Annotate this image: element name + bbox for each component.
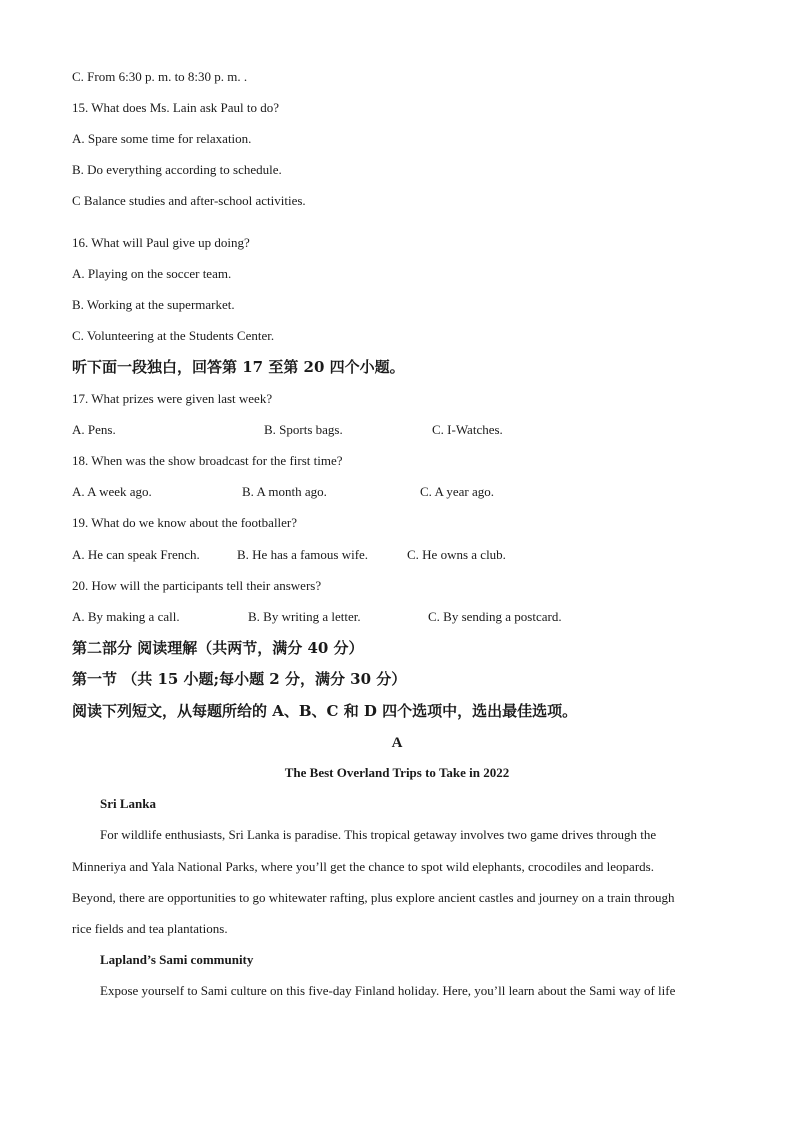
passage-title: The Best Overland Trips to Take in 2022 bbox=[284, 765, 510, 780]
q17-option-c: C. I-Watches. bbox=[432, 422, 503, 437]
q16-question: 16. What will Paul give up doing? bbox=[72, 235, 250, 250]
sri-lanka-line-4: rice fields and tea plantations. bbox=[72, 921, 228, 936]
sri-lanka-line-3: Beyond, there are opportunities to go whitewater rafting, plus explore ancient castles and journey on a train through bbox=[72, 890, 675, 905]
q20-option-a: A. By making a call. bbox=[72, 609, 180, 624]
q15-option-c: C Balance studies and after-school activities. bbox=[72, 193, 306, 208]
lapland-line-1: Expose yourself to Sami culture on this five-day Finland holiday. Here, you’ll learn about the Sami way of life bbox=[100, 983, 676, 998]
q19-option-c: C. He owns a club. bbox=[407, 547, 506, 562]
q18-option-b: B. A month ago. bbox=[242, 484, 327, 499]
q16-option-c: C. Volunteering at the Students Center. bbox=[72, 328, 275, 343]
q18-option-a: A. A week ago. bbox=[72, 484, 152, 499]
q17-option-a: A. Pens. bbox=[72, 422, 116, 437]
q15-question: 15. What does Ms. Lain ask Paul to do? bbox=[72, 100, 280, 115]
q19-option-b: B. He has a famous wife. bbox=[237, 547, 369, 562]
section-monologue-heading: 听下面一段独白，回答第 17 至第 20 四个小题。 bbox=[72, 358, 405, 376]
q20-option-b: B. By writing a letter. bbox=[248, 609, 361, 624]
passage-letter: A bbox=[391, 735, 403, 751]
sri-lanka-line-2: Minneriya and Yala National Parks, where you’ll get the chance to spot wild elephants, crocodiles and leopards. bbox=[72, 859, 654, 874]
q19-question: 19. What do we know about the footballer? bbox=[72, 515, 298, 530]
section-one-heading: 第一节 （共 15 小题;每小题 2 分，满分 30 分） bbox=[72, 670, 407, 688]
q16-option-a: A. Playing on the soccer team. bbox=[72, 266, 232, 281]
part-two-heading: 第二部分 阅读理解（共两节，满分 40 分） bbox=[72, 639, 364, 657]
q18-option-c: C. A year ago. bbox=[420, 484, 495, 499]
q17-question: 17. What prizes were given last week? bbox=[72, 391, 273, 406]
q15-option-b: B. Do everything according to schedule. bbox=[72, 162, 282, 177]
instructions-heading: 阅读下列短文，从每题所给的 A、B、C 和 D 四个选项中，选出最佳选项。 bbox=[72, 702, 578, 720]
q20-question: 20. How will the participants tell their answers? bbox=[72, 578, 322, 593]
q18-question: 18. When was the show broadcast for the first time? bbox=[72, 453, 343, 468]
sri-lanka-heading: Sri Lanka bbox=[100, 796, 156, 811]
q20-option-c: C. By sending a postcard. bbox=[428, 609, 562, 624]
q19-option-a: A. He can speak French. bbox=[72, 547, 200, 562]
lapland-heading: Lapland’s Sami community bbox=[100, 952, 254, 967]
q14-option-c: C. From 6:30 p. m. to 8:30 p. m. . bbox=[72, 69, 248, 84]
q16-option-b: B. Working at the supermarket. bbox=[72, 297, 235, 312]
sri-lanka-line-1: For wildlife enthusiasts, Sri Lanka is paradise. This tropical getaway involves two game drives through the bbox=[100, 827, 657, 842]
q15-option-a: A. Spare some time for relaxation. bbox=[72, 131, 252, 146]
q17-option-b: B. Sports bags. bbox=[264, 422, 343, 437]
